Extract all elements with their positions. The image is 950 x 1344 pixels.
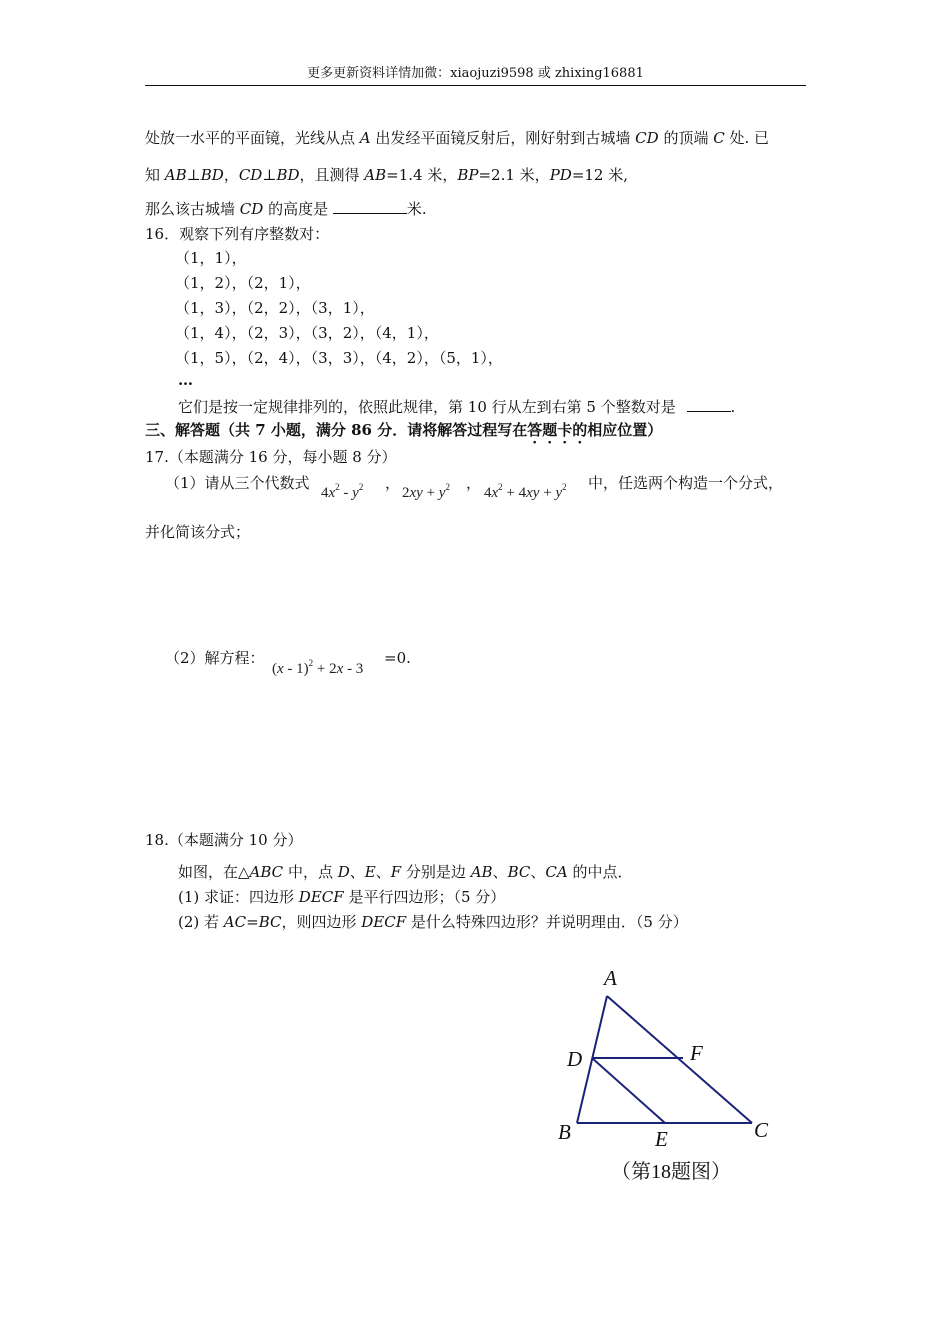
q16-row-4: （1，4），（2，3），（3，2），（4，1），	[175, 324, 439, 342]
side-bc: BC	[507, 863, 531, 881]
emph-char: 的	[572, 421, 588, 439]
q15-line-1	[145, 128, 769, 148]
equation-rhs: =0.	[384, 649, 411, 667]
q18-text: 中，点	[283, 863, 338, 881]
label-b: B	[558, 1120, 571, 1144]
q18-text: 、	[349, 863, 365, 881]
q18-part-2	[178, 912, 688, 932]
figure-lines	[577, 996, 752, 1123]
q17-part-1-line-2: 并化简该分式；	[145, 523, 251, 541]
q15-text: ，	[223, 166, 239, 184]
q15-text: 处. 已	[724, 129, 770, 147]
emph-char: 答	[527, 421, 543, 439]
q18-part-1	[178, 887, 505, 907]
segment-ab: AB	[164, 166, 187, 184]
q15-text: 知	[145, 166, 165, 184]
q16-title: 16．观察下列有序整数对：	[145, 225, 330, 243]
q18-title: 18.（本题满分 10 分）	[145, 831, 303, 849]
q17-title: 17.（本题满分 16 分，每小题 8 分）	[145, 448, 397, 466]
q18-intro	[178, 862, 632, 882]
section-3-heading	[145, 420, 662, 440]
expression-3: $4x^2 + 4xy + y^2$	[484, 482, 567, 501]
section-3-prefix: 三、解答题（共 7 小题，满分 86 分．请将解答过程写在	[145, 421, 528, 439]
section-3-suffix: 相应位置）	[587, 421, 663, 439]
side-ac: AC	[223, 913, 247, 931]
q15-text: 的高度是	[263, 200, 333, 218]
expression-2: $2xy + y^2$	[402, 482, 450, 501]
q15-text: 出发经平面镜反射后，刚好射到古城墙	[370, 129, 636, 147]
side-bc: BC	[258, 913, 282, 931]
q18-text: 的中点．	[567, 863, 633, 881]
q18-text: ，则四边形	[281, 913, 362, 931]
segment-cd: CD	[635, 129, 659, 147]
q17-part-1-prefix: （1）请从三个代数式	[165, 474, 310, 492]
label-a: A	[604, 966, 617, 990]
q15-text: ，且测得	[299, 166, 365, 184]
q15-text: =12 米,	[571, 166, 629, 184]
segment-pd: PD	[549, 166, 572, 184]
page-header: 更多更新资料详情加微：xiaojuzi9598 或 zhixing16881	[307, 66, 644, 81]
side-ca: CA	[545, 863, 568, 881]
emph-char: 题	[542, 421, 558, 439]
q16-row-5: （1，5），（2，4），（3，3），（4，2），（5，1），	[175, 349, 503, 367]
segment-de-line	[592, 1058, 665, 1123]
q18-text: 是什么特殊四边形？并说明理由．（5 分）	[406, 913, 688, 931]
answer-blank[interactable]	[333, 199, 407, 214]
point-d: D	[337, 863, 350, 881]
q16-row-3: （1，3），（2，2），（3，1），	[175, 299, 375, 317]
q18-text: (2) 若	[178, 913, 224, 931]
q18-text: 如图，在△	[178, 863, 250, 881]
q18-text: 是平行四边形；（5 分）	[343, 888, 506, 906]
q15-text: =1.4 米，	[386, 166, 458, 184]
q16-question-text: 它们是按一定规律排列的，依照此规律，第 10 行从左到右第 5 个整数对是	[178, 398, 676, 416]
segment-bd: BD	[276, 166, 300, 184]
header-rule	[145, 85, 806, 86]
q16-end: .	[730, 398, 736, 416]
label-c: C	[754, 1118, 769, 1142]
label-e: E	[655, 1127, 668, 1151]
q15-line-2	[145, 165, 628, 185]
expression-1: $4x^2 - y^2$	[321, 482, 364, 501]
quad-decf: DECF	[298, 888, 344, 906]
comma: ，	[466, 474, 482, 492]
q15-text: 处放一水平的平面镜，光线从点	[145, 129, 360, 147]
q16-question	[178, 397, 735, 417]
q18-text: =	[246, 913, 259, 931]
q18-text: 、	[492, 863, 508, 881]
point-a: A	[359, 129, 371, 147]
q15-text: =2.1 米，	[478, 166, 550, 184]
quad-decf: DECF	[361, 913, 407, 931]
emph-char: 卡	[557, 421, 573, 439]
q15-text: 那么该古城墙	[145, 200, 240, 218]
q16-row-1: （1，1），	[175, 249, 247, 267]
perp-symbol: ⊥	[186, 166, 201, 184]
side-ab: AB	[470, 863, 493, 881]
q17-part-1-suffix: 中，任选两个构造一个分式，	[588, 474, 784, 492]
segment-cd: CD	[238, 166, 263, 184]
q15-line-3	[145, 199, 427, 219]
answer-blank[interactable]	[687, 397, 731, 412]
segment-bd: BD	[200, 166, 224, 184]
q18-text: 、	[530, 863, 546, 881]
q18-text: 分别是边	[401, 863, 471, 881]
triangle-figure	[545, 960, 785, 1190]
point-f: F	[390, 863, 402, 881]
q18-text: (1) 求证：四边形	[178, 888, 299, 906]
side-ac-line	[607, 996, 752, 1123]
segment-bp: BP	[457, 166, 479, 184]
comma: ，	[385, 474, 401, 492]
point-c: C	[713, 129, 725, 147]
q18-text: 、	[375, 863, 391, 881]
q16-ellipsis: …	[178, 371, 193, 389]
figure-caption: （第18题图）	[611, 1161, 731, 1183]
equation-lhs: (x - 1)$^2$ + 2x - 3	[272, 658, 364, 677]
perp-symbol: ⊥	[262, 166, 277, 184]
q15-text: 米.	[406, 200, 427, 218]
q15-text: 的顶端	[658, 129, 714, 147]
label-f: F	[690, 1041, 703, 1065]
segment-cd: CD	[239, 200, 264, 218]
q16-row-2: （1，2），（2，1），	[175, 274, 311, 292]
segment-ab: AB	[364, 166, 387, 184]
triangle-abc: ABC	[249, 863, 284, 881]
label-d: D	[567, 1047, 583, 1071]
point-e: E	[364, 863, 376, 881]
q17-part-2-prefix: （2）解方程：	[165, 649, 265, 667]
